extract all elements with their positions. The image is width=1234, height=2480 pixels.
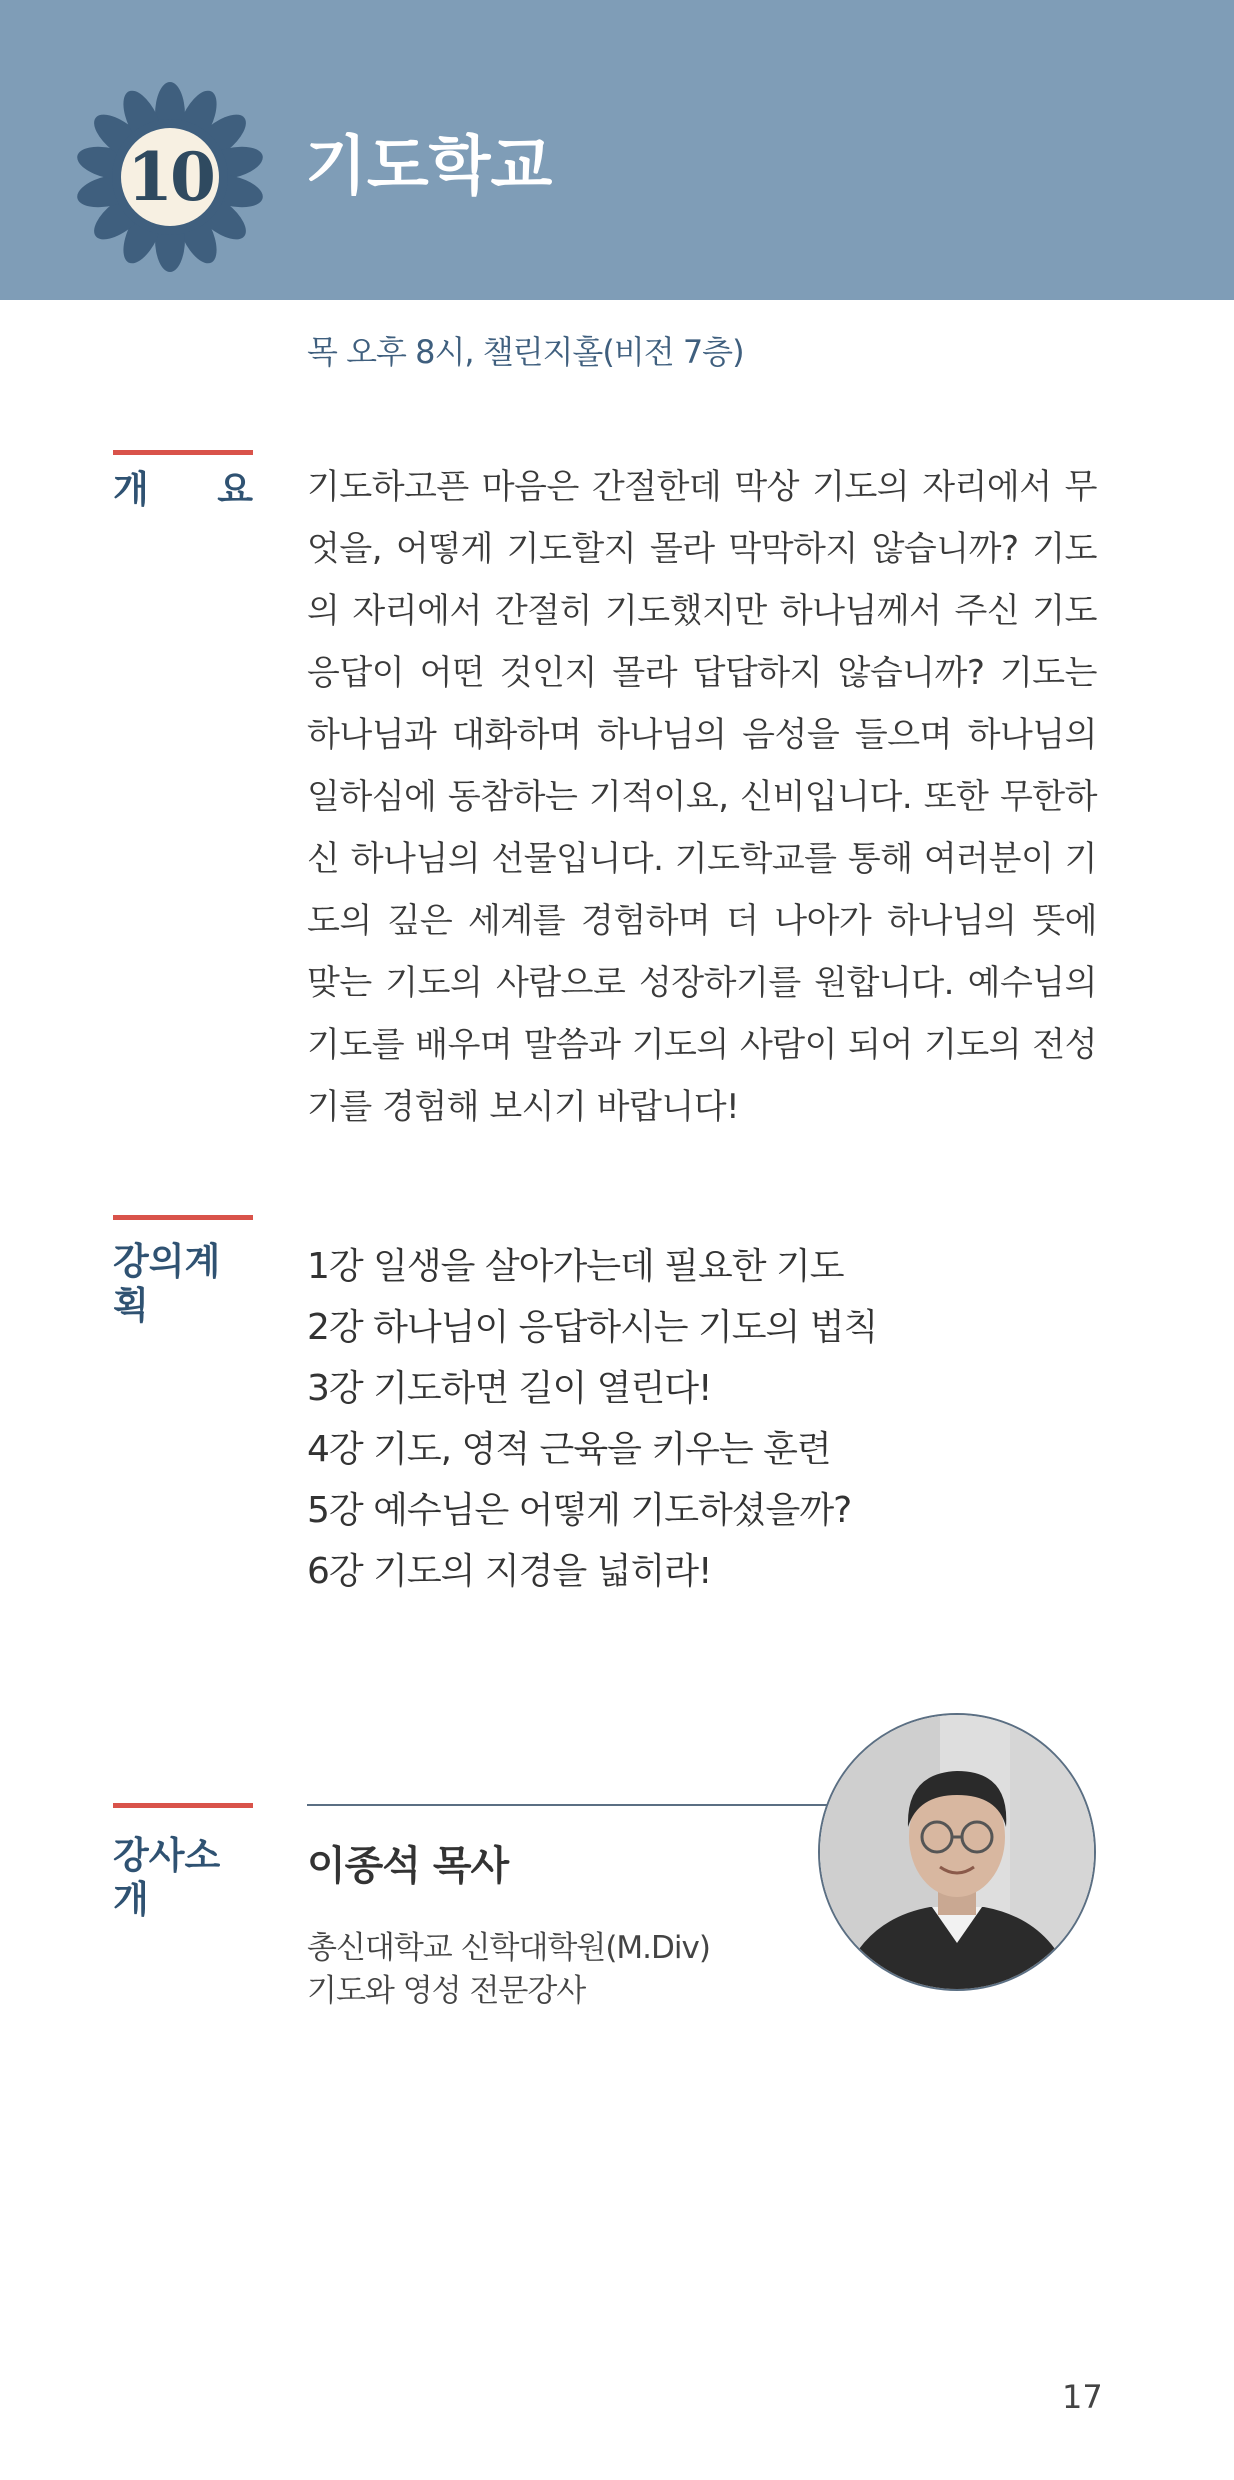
section-number: 10	[127, 138, 213, 216]
instructor-name: 이종석 목사	[307, 1843, 509, 1889]
instructor-credential: 총신대학교 신학대학원(M.Div)	[307, 1930, 710, 1966]
lecture-item: 5강 예수님은 어떻게 기도하셨을까?	[307, 1490, 852, 1531]
instructor-accent-bar	[113, 1803, 253, 1808]
instructor-label: 강사소개	[113, 1834, 221, 1922]
lecture-item: 4강 기도, 영적 근육을 키우는 훈련	[307, 1429, 831, 1470]
lecture-item: 3강 기도하면 길이 열린다!	[307, 1368, 712, 1409]
lecture-item: 6강 기도의 지경을 넓히라!	[307, 1551, 712, 1592]
lectures-label: 강의계획	[113, 1240, 221, 1328]
instructor-credential: 기도와 영성 전문강사	[307, 1973, 586, 2009]
overview-label	[113, 468, 253, 512]
overview-text: 기도하고픈 마음은 간절한데 막상 기도의 자리에서 무엇을, 어떻게 기도할지 몰라 막막하지 않습니까? 기도의 자리에서 간절히 기도했지만 하나님께서 주신 기도 응답이 어떤 것인지 몰라 답답하지 않습니까? 기도는 하나님과 대화하며 하나님의 음성을 들으며 하나님의 일하심에 동참하는 기적이요, 신비입니다. 또한 무한하신 하나님의 선물입니다. 기도학교를 통해 여러분이 기도의 깊은 세계를 경험하며 더 나아가 하나님의 뜻에 맞는 기도의 사람으로 성장하기를 원합니다. 예수님의 기도를 배우며 말씀과 기도의 사람이 되어 기도의 전성기를 경험해 보시기 바랍니다!	[307, 467, 1097, 1127]
overview-label-right: 요	[217, 468, 253, 511]
page-title: 기도학교	[305, 129, 553, 204]
instructor-photo	[818, 1713, 1096, 1991]
header-banner	[0, 0, 1234, 300]
lecture-list	[307, 1236, 877, 1602]
instructor-divider	[307, 1804, 827, 1806]
lecture-item: 2강 하나님이 응답하시는 기도의 법칙	[307, 1307, 878, 1348]
overview-accent-bar	[113, 450, 253, 455]
schedule-line: 목 오후 8시, 챌린지홀(비전 7층)	[307, 333, 744, 371]
page-number: 17	[1062, 2378, 1103, 2416]
lectures-accent-bar	[113, 1215, 253, 1220]
lecture-item: 1강 일생을 살아가는데 필요한 기도	[307, 1246, 844, 1287]
overview-label-left: 개	[113, 468, 149, 511]
